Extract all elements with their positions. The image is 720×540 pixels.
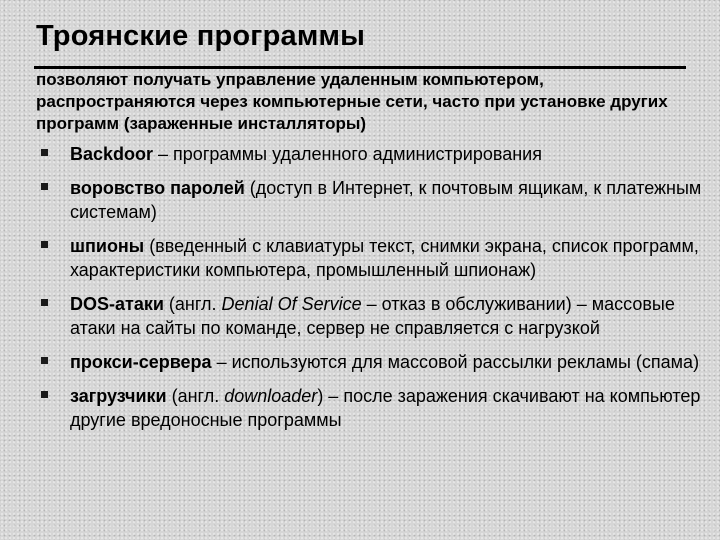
square-bullet-icon — [41, 391, 48, 398]
bullet-desc: – используются для массовой рассылки рекламы (спама) — [211, 352, 700, 372]
bullet-desc: ) – после заражения скачивают на компьютер другие вредоносные программы — [70, 386, 701, 430]
bullet-term: шпионы — [70, 236, 145, 256]
square-bullet-icon — [41, 241, 48, 248]
bullet-english-term: downloader — [224, 386, 318, 406]
square-bullet-icon — [41, 149, 48, 156]
square-bullet-icon — [41, 299, 48, 306]
intro-text: позволяют получать управление удаленным компьютером, распространяются через компьютерные сети, часто при установке других программ (зараженные инсталляторы) — [36, 70, 668, 133]
bullet-desc: – отказ в обслуживании) – массовые атаки на сайты по команде, сервер не справляется с нагрузкой — [70, 294, 675, 338]
bullet-desc: (доступ в Интернет, к почтовым ящикам, к платежным системам) — [70, 178, 702, 222]
square-bullet-icon — [41, 357, 48, 364]
bullet-list — [36, 142, 704, 442]
bullet-pre: (англ. — [166, 386, 225, 406]
bullet-item-proxy-servers — [36, 350, 704, 374]
bullet-desc: (введенный с клавиатуры текст, снимки экрана, список программ, характеристики компьютера, промышленный шпионаж) — [70, 236, 699, 280]
bullet-term: прокси-сервера — [70, 352, 212, 372]
bullet-item-downloaders — [36, 384, 704, 432]
slide-title: Троянские программы — [36, 20, 366, 52]
bullet-item-dos-attacks — [36, 292, 704, 340]
square-bullet-icon — [41, 183, 48, 190]
bullet-item-spies — [36, 234, 704, 282]
bullet-term: воровство паролей — [70, 178, 245, 198]
bullet-term: Backdoor — [70, 144, 154, 164]
bullet-english-term: Denial Of Service — [221, 294, 362, 314]
bullet-item-backdoor — [36, 142, 704, 166]
bullet-term: загрузчики — [70, 386, 167, 406]
bullet-item-password-theft — [36, 176, 704, 224]
bullet-desc: – программы удаленного администрирования — [153, 144, 542, 164]
bullet-pre: (англ. — [163, 294, 222, 314]
bullet-term: DOS-атаки — [70, 294, 164, 314]
